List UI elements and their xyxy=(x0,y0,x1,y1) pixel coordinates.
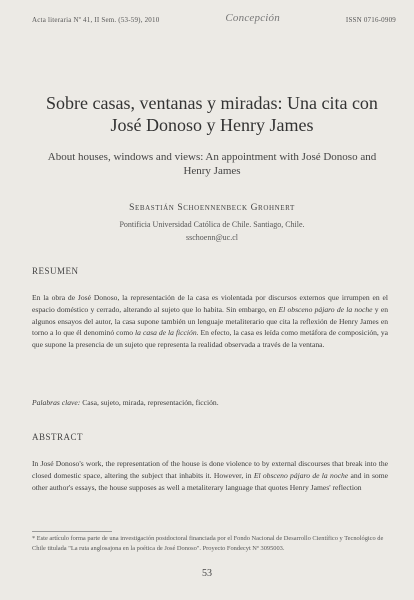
running-header xyxy=(32,12,396,24)
abstract-paragraph xyxy=(32,458,388,493)
article-subtitle: About houses, windows and views: An appointment with José Donoso and Henry James xyxy=(47,151,377,177)
handwritten-mark: Concepción xyxy=(225,12,280,24)
abstract-title-a: El obsceno pájaro de la noche xyxy=(253,470,349,480)
resumen-title-b: la casa de la ficción xyxy=(135,328,197,338)
issn-label: ISSN 0716-0909 xyxy=(345,16,396,24)
author-name: Sebastián Schoennenbeck Grohnert xyxy=(129,203,295,213)
resumen-paragraph xyxy=(32,292,388,351)
footnote: * Este artículo forma parte de una investigación postdoctoral financiada por el Fondo Nacional de Desarrollo Científico y Tecnológico de Chile titulada "La ruta anglosajona en la poética de José Donoso". Proyecto Fondecyt Nº 3095003. xyxy=(32,535,384,552)
keywords-value: Casa, sujeto, mirada, representación, ficción. xyxy=(82,398,219,407)
affiliation: Pontificia Universidad Católica de Chile. Santiago, Chile. xyxy=(119,220,305,229)
author-email: sschoenn@uc.cl xyxy=(185,233,239,242)
page-number: 53 xyxy=(202,568,212,579)
abstract-text-a: In José Donoso's work, the representation of the house is done violence to by external discourses that break into the closed domestic space, altering the subject that inhabits it. However, in xyxy=(32,459,388,480)
resumen-text-a: En la obra de José Donoso, la representación de la casa es violentada por discursos externos que irrumpen en el espacio doméstico y cerrado, alterando al sujeto que lo habita. Sin embargo, en xyxy=(32,293,388,314)
journal-citation: Acta literaria Nº 41, II Sem. (53-59), 2010 xyxy=(32,16,160,24)
article-title: Sobre casas, ventanas y miradas: Una cita con José Donoso y Henry James xyxy=(46,93,378,135)
resumen-text-c: . En efecto, la casa es leída como metáfora de composición, ya que supone la presencia de un sujeto que representa la realidad observada a través de la ventana. xyxy=(32,328,388,350)
abstract-heading: ABSTRACT xyxy=(32,432,84,442)
keywords-line xyxy=(32,398,388,407)
abstract-text-b: and in some other author's essays, the house supposes as well a metaliterary language that quotes Henry James' reflection xyxy=(32,470,388,492)
footnote-divider xyxy=(32,531,112,532)
resumen-text-b: y en algunos ensayos del autor, la casa supone también un lenguaje metaliterario que cita la reflexión de Henry James en torno a lo que él denominó como xyxy=(32,304,388,338)
keywords-label: Palabras clave: xyxy=(32,398,81,407)
resumen-title-a: El obsceno pájaro de la noche xyxy=(278,304,373,314)
author-affiliation-block xyxy=(40,218,384,244)
resumen-heading: RESUMEN xyxy=(32,266,79,276)
